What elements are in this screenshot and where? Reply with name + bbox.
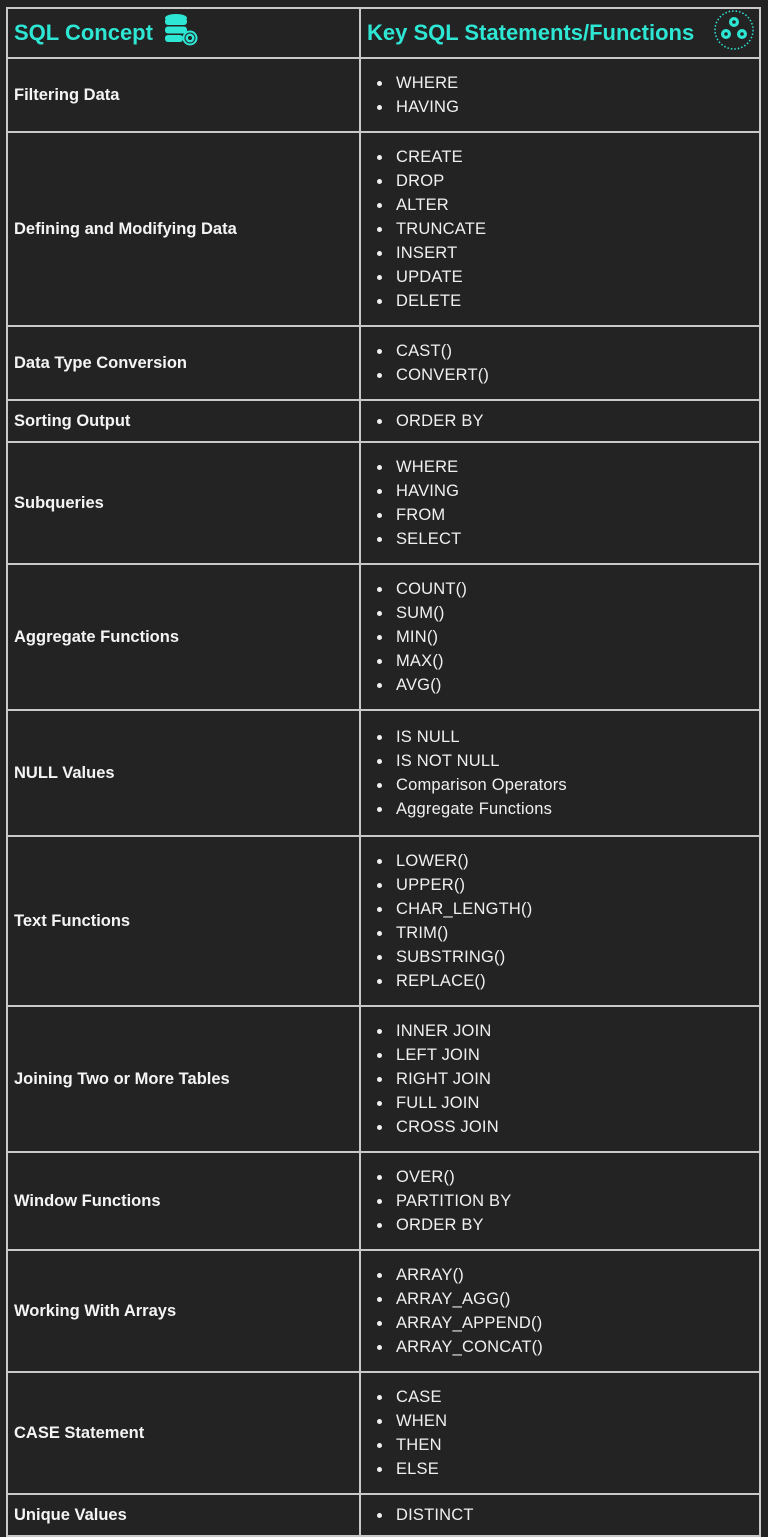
statement-item: SUBSTRING() [375,945,759,969]
statement-item: Aggregate Functions [375,797,759,821]
statement-item: SUM() [375,601,759,625]
statement-item: DISTINCT [375,1503,759,1527]
statement-item: INNER JOIN [375,1019,759,1043]
sql-statements-cell [360,132,760,326]
table-row [7,442,760,564]
statement-item: HAVING [375,95,759,119]
statement-item: THEN [375,1433,759,1457]
statements-list [361,327,759,399]
table-row [7,1152,760,1250]
statements-list [361,443,759,563]
database-gear-icon [163,13,199,53]
sql-statements-cell [360,1372,760,1494]
statement-item: IS NOT NULL [375,749,759,773]
sql-statements-cell [360,1152,760,1250]
table-row [7,132,760,326]
sql-concepts-table [6,7,761,1537]
statements-list [361,1153,759,1249]
statement-item: FULL JOIN [375,1091,759,1115]
statement-item: LOWER() [375,849,759,873]
statement-item: ORDER BY [375,409,759,433]
sql-concept-cell: Data Type Conversion [7,326,360,400]
sql-concept-cell: CASE Statement [7,1372,360,1494]
statement-item: UPDATE [375,265,759,289]
sql-statements-cell [360,710,760,836]
statement-item: MAX() [375,649,759,673]
sql-concept-cell: Joining Two or More Tables [7,1006,360,1152]
statement-item: MIN() [375,625,759,649]
statements-list [361,401,759,441]
table-row [7,58,760,132]
header-key-statements [360,8,760,58]
header-sql-concept-label: SQL Concept [14,20,153,45]
sql-statements-cell [360,564,760,710]
statement-item: Comparison Operators [375,773,759,797]
table-row [7,1372,760,1494]
statement-item: ARRAY_APPEND() [375,1311,759,1335]
table-row [7,1494,760,1536]
gears-circle-icon [713,9,755,57]
sql-statements-cell [360,58,760,132]
table-row [7,1006,760,1152]
statement-item: CHAR_LENGTH() [375,897,759,921]
sql-concept-cell: Defining and Modifying Data [7,132,360,326]
statements-list [361,1251,759,1371]
sql-statements-cell [360,326,760,400]
statement-item: COUNT() [375,577,759,601]
statement-item: CONVERT() [375,363,759,387]
table-row [7,836,760,1006]
sql-concept-cell: Window Functions [7,1152,360,1250]
header-key-statements-label: Key SQL Statements/Functions [366,20,695,45]
statement-item: LEFT JOIN [375,1043,759,1067]
statements-list [361,133,759,325]
statement-item: ARRAY_AGG() [375,1287,759,1311]
sql-concept-cell: Unique Values [7,1494,360,1536]
table-row [7,1250,760,1372]
sql-concept-cell: NULL Values [7,710,360,836]
sql-statements-cell [360,1006,760,1152]
header-sql-concept [7,8,360,58]
statement-item: WHERE [375,71,759,95]
statement-item: ALTER [375,193,759,217]
statement-item: WHERE [375,455,759,479]
statement-item: AVG() [375,673,759,697]
statement-item: ARRAY() [375,1263,759,1287]
statements-list [361,59,759,131]
sql-concept-cell: Text Functions [7,836,360,1006]
statement-item: IS NULL [375,725,759,749]
sql-statements-cell [360,400,760,442]
statement-item: SELECT [375,527,759,551]
statement-item: TRIM() [375,921,759,945]
statement-item: CAST() [375,339,759,363]
sql-statements-cell [360,1250,760,1372]
statement-item: CROSS JOIN [375,1115,759,1139]
statement-item: ORDER BY [375,1213,759,1237]
table-body [7,58,760,1536]
statement-item: WHEN [375,1409,759,1433]
statement-item: DELETE [375,289,759,313]
statements-list [361,1495,759,1535]
statement-item: FROM [375,503,759,527]
statements-list [361,1007,759,1151]
statement-item: HAVING [375,479,759,503]
sql-concept-cell: Subqueries [7,442,360,564]
sql-concept-cell: Aggregate Functions [7,564,360,710]
table-row [7,400,760,442]
statement-item: TRUNCATE [375,217,759,241]
statement-item: REPLACE() [375,969,759,993]
sql-statements-cell [360,442,760,564]
statement-item: INSERT [375,241,759,265]
statement-item: CASE [375,1385,759,1409]
statement-item: UPPER() [375,873,759,897]
statements-list [361,713,759,833]
statement-item: DROP [375,169,759,193]
statement-item: OVER() [375,1165,759,1189]
table-row [7,326,760,400]
table-row [7,710,760,836]
statement-item: RIGHT JOIN [375,1067,759,1091]
table-header-row [7,8,760,58]
statement-item: CREATE [375,145,759,169]
sql-statements-cell [360,1494,760,1536]
statements-list [361,565,759,709]
statements-list [361,1373,759,1493]
sql-concept-cell: Filtering Data [7,58,360,132]
statement-item: PARTITION BY [375,1189,759,1213]
sql-concept-cell: Working With Arrays [7,1250,360,1372]
sql-statements-cell [360,836,760,1006]
statements-list [361,837,759,1005]
statement-item: ARRAY_CONCAT() [375,1335,759,1359]
table-row [7,564,760,710]
sql-concept-cell: Sorting Output [7,400,360,442]
statement-item: ELSE [375,1457,759,1481]
